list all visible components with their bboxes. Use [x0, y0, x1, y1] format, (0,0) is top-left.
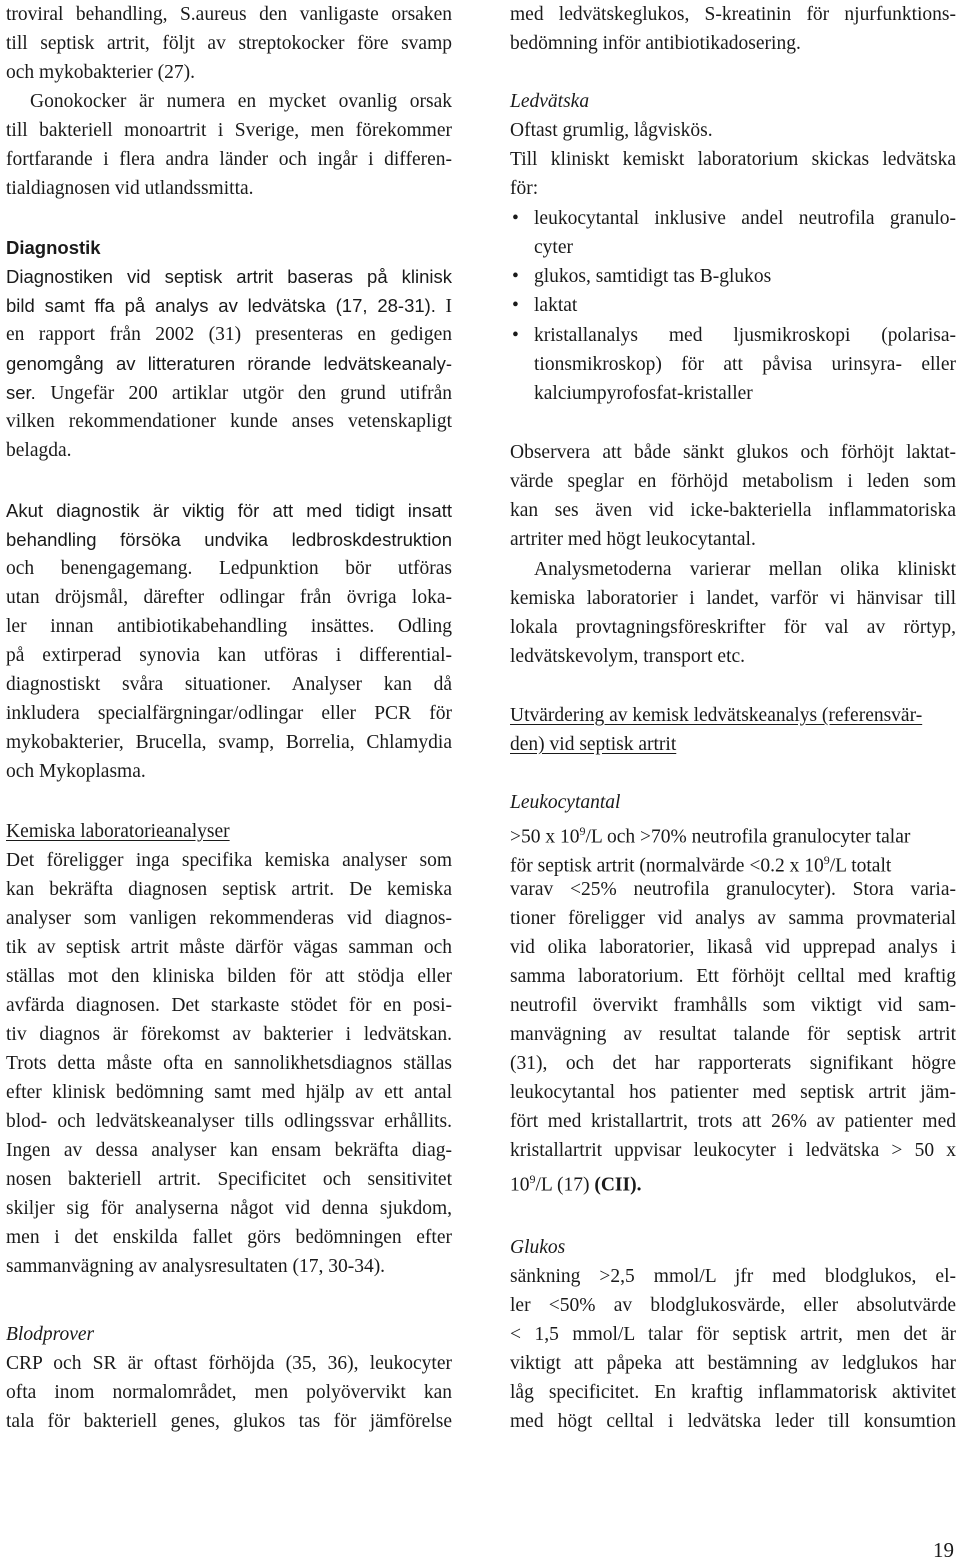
- subsection-heading-blodprover: Blodprover: [6, 1324, 95, 1345]
- body-text-line: ler <50% av blodglukosvärde, eller absolutvärde: [510, 1295, 956, 1316]
- body-text-line: Analysmetoderna varierar mellan olika kliniskt: [534, 559, 956, 580]
- list-item: [510, 262, 956, 291]
- body-text-line: Trots detta måste ofta en sannolikhetsdiagnos ställas: [6, 1053, 452, 1074]
- body-text-line: på extirperad synovia kan utföras i differential-: [6, 645, 452, 666]
- body-text-line: ler innan antibiotikabehandling insättes. Odling: [6, 616, 452, 637]
- body-text-line: diagnostiskt svåra situationer. Analyser kan då: [6, 674, 452, 695]
- body-text-line: mykobakterier, Brucella, svamp, Borrelia, Chlamydia: [6, 732, 452, 753]
- section-heading-kemiska: Kemiska laboratorieanalyser: [6, 821, 230, 842]
- body-text-line: artriter med högt leukocytantal.: [510, 529, 756, 550]
- list-item-continuation: kalciumpyrofosfat-kristaller: [534, 383, 753, 404]
- body-text-line: och Mykoplasma.: [6, 761, 146, 782]
- body-text-line: troviral behandling, S.aureus den vanligaste orsaken: [6, 4, 452, 25]
- superscript: 9: [579, 824, 586, 838]
- list-item: [510, 321, 956, 350]
- body-text-line: genomgång av litteraturen rörande ledvätskeanaly-: [6, 353, 452, 374]
- body-text-line: behandling försöka undvika ledbroskdestruktion: [6, 529, 452, 550]
- body-text-line: och benengagemang. Ledpunktion bör utföras: [6, 558, 452, 579]
- body-text-line: ofta inom normalområdet, men polyövervikt kan: [6, 1382, 452, 1403]
- body-text-line: [510, 817, 956, 846]
- list-item: [510, 204, 956, 233]
- list-item: [510, 291, 956, 320]
- body-text-line: fortfarande i flera andra länder och ingår i differen-: [6, 149, 452, 170]
- body-text-line: [510, 1165, 956, 1194]
- body-text-line: manvägning av resultat talande för septisk artrit: [510, 1024, 956, 1045]
- body-text-line: Till kliniskt kemiskt laboratorium skickas ledvätska: [510, 149, 956, 170]
- body-text-line: Gonokocker är numera en mycket ovanlig orsak: [30, 91, 452, 112]
- text-span: 10: [510, 1174, 530, 1196]
- body-text-line: neutrofil övervikt framhålls som viktigt vid sam-: [510, 995, 956, 1016]
- body-text-line: låg specificitet. En kraftig inflammatorisk aktivitet: [510, 1382, 956, 1403]
- body-text-line: kemiska laboratorier i landet, varför vi hänvisar till: [510, 588, 956, 609]
- body-text-line: leukocytantal hos patienter med septisk artrit jäm-: [510, 1082, 956, 1103]
- body-text-line: inkludera specialfärgningar/odlingar eller PCR för: [6, 703, 452, 724]
- list-item-text: laktat: [534, 295, 578, 316]
- bullet-icon: •: [512, 208, 519, 229]
- body-text-line: kan ses även vid icke-bakteriella inflammatoriska: [510, 500, 956, 521]
- superscript: 9: [823, 853, 830, 867]
- subsection-heading-leukocytantal: Leukocytantal: [510, 792, 621, 813]
- body-text-line: ställas mot den kliniska bilden för att stödja eller: [6, 966, 452, 987]
- list-item-text: kristallanalys med ljusmikroskopi (polarisa-: [534, 325, 956, 346]
- bullet-icon: •: [512, 325, 519, 346]
- list-item-continuation: tionsmikroskop) för att påvisa urinsyra- eller: [534, 354, 956, 375]
- body-text-line: till septisk artrit, följt av streptokocker före svamp: [6, 33, 452, 54]
- bullet-icon: •: [512, 266, 519, 287]
- body-text-line: för:: [510, 178, 539, 199]
- section-heading-utvardering: den) vid septisk artrit: [510, 734, 677, 755]
- body-text-line: tioner föreligger vid analys av samma provmaterial: [510, 908, 956, 929]
- body-text-line: med högt celltal i ledvätska leder till konsumtion: [510, 1411, 956, 1432]
- list-item-text: leukocytantal inklusive andel neutrofila granulo-: [534, 208, 956, 229]
- body-text-line: efter klinisk bedömning samt med hjälp av ett antal: [6, 1082, 452, 1103]
- body-text-line: nosen bakteriell artrit. Specificitet och sensitivitet: [6, 1169, 452, 1190]
- body-text-line: lokala provtagningsföreskrifter för val av rörtyp,: [510, 617, 956, 638]
- body-text-line: tiv diagnos är förekomst av bakterier i ledvätskan.: [6, 1024, 452, 1045]
- body-text-line: Oftast grumlig, lågviskös.: [510, 120, 713, 141]
- body-text-line: tala för bakteriell genes, glukos tas för jämförelse: [6, 1411, 452, 1432]
- body-text-line: kan bekräfta diagnosen septisk artrit. De kemiska: [6, 879, 452, 900]
- body-text-line: blod- och ledvätskeanalyser tills odlingssvar erhållits.: [6, 1111, 452, 1132]
- body-text-line: ledvätskevolym, transport etc.: [510, 646, 746, 667]
- body-text-line: fört med kristallartrit, trots att 26% av patienter med: [510, 1111, 956, 1132]
- section-heading-utvardering: Utvärdering av kemisk ledvätskeanalys (referensvär-: [510, 705, 923, 726]
- body-text-line: sammanvägning av analysresultaten (17, 30-34).: [6, 1256, 386, 1277]
- body-text-line: och mykobakterier (27).: [6, 62, 195, 83]
- body-text-line: avfärda diagnosen. Det starkaste stödet för en posi-: [6, 995, 452, 1016]
- body-text-line: analyser som vanligen rekommenderas vid diagnos-: [6, 908, 452, 929]
- body-text-line: tik av septisk artrit måste därför vägas samman och: [6, 937, 452, 958]
- subsection-heading-ledvatska: Ledvätska: [510, 91, 590, 112]
- body-text-line: (31), och det har rapporterats signifikant högre: [510, 1053, 956, 1074]
- body-text-line: CRP och SR är oftast förhöjda (35, 36), leukocyter: [6, 1353, 452, 1374]
- body-text-line: en rapport från 2002 (31) presenteras en gedigen: [6, 324, 452, 345]
- body-text-line: kristallartrit uppvisar leukocyter i ledvätska > 50 x: [510, 1140, 956, 1161]
- text-span: Ungefär 200 artiklar utgör den grund utifrån: [50, 383, 452, 404]
- body-text-line: sänkning >2,5 mmol/L jfr med blodglukos, el-: [510, 1266, 956, 1287]
- body-text-line: tialdiagnosen vid utlandssmitta.: [6, 178, 254, 199]
- text-span: >50 x 10: [510, 826, 580, 848]
- body-text-line: [510, 846, 956, 875]
- body-text-line: belagda.: [6, 440, 72, 461]
- body-text-line: [6, 378, 452, 407]
- bullet-icon: •: [512, 295, 519, 316]
- body-text-line: samma laboratorium. Ett förhöjt celltal med kraftig: [510, 966, 956, 987]
- subsection-heading-glukos: Glukos: [510, 1237, 566, 1258]
- body-text-line: varav <25% neutrofila granulocyter). Stora varia-: [510, 879, 956, 900]
- text-span: bild samt ffa på analys av ledvätska (17, 28-31).: [6, 295, 436, 316]
- body-text-line: Diagnostiken vid septisk artrit baseras på klinisk: [6, 266, 452, 287]
- body-text-line: < 1,5 mmol/L talar för septisk artrit, men det är: [510, 1324, 956, 1345]
- body-text-line: Akut diagnostik är viktig för att med tidigt insatt: [6, 500, 452, 521]
- list-item-text: glukos, samtidigt tas B-glukos: [534, 266, 772, 287]
- list-item-continuation: cyter: [534, 237, 573, 258]
- page-number: 19: [933, 1538, 954, 1562]
- superscript: 9: [529, 1172, 536, 1186]
- body-text-line: men i det enskilda fallet görs bedömningen efter: [6, 1227, 452, 1248]
- body-text-line: utan dröjsmål, därefter odlingar från övriga loka-: [6, 587, 452, 608]
- body-text-line: Det föreligger inga specifika kemiska analyser som: [6, 850, 452, 871]
- body-text-line: bedömning inför antibiotikadosering.: [510, 33, 801, 54]
- evidence-grade: (CII).: [594, 1174, 642, 1196]
- text-span: för septisk artrit (normalvärde <0.2 x 10: [510, 855, 824, 877]
- body-text-line: viktigt att påpeka att bestämning av ledglukos har: [510, 1353, 956, 1374]
- body-text-line: med ledvätskeglukos, S-kreatinin för njurfunktions-: [510, 4, 956, 25]
- section-heading-diagnostik: Diagnostik: [6, 237, 101, 258]
- body-text-line: vilken rekommendationer kunde anses vetenskapligt: [6, 411, 452, 432]
- body-text-line: [6, 291, 452, 320]
- body-text-line: till bakteriell monoartrit i Sverige, men förekommer: [6, 120, 452, 141]
- text-span: /L och >70% neutrofila granulocyter talar: [585, 826, 911, 848]
- text-span: /L (17): [535, 1174, 595, 1196]
- body-text-line: skiljer sig för analyserna något vid denna sjukdom,: [6, 1198, 452, 1219]
- body-text-line: Ingen av dessa analyser kan ensam bekräfta diag-: [6, 1140, 452, 1161]
- text-span: I: [445, 296, 453, 317]
- body-text-line: värde speglar en förhöjd metabolism i leden som: [510, 471, 956, 492]
- text-span: ser.: [6, 382, 51, 403]
- text-span: /L totalt: [829, 855, 892, 877]
- body-text-line: Observera att både sänkt glukos och förhöjt laktat-: [510, 442, 956, 463]
- body-text-line: vid olika laboratorier, likaså vid upprepad analys i: [510, 937, 956, 958]
